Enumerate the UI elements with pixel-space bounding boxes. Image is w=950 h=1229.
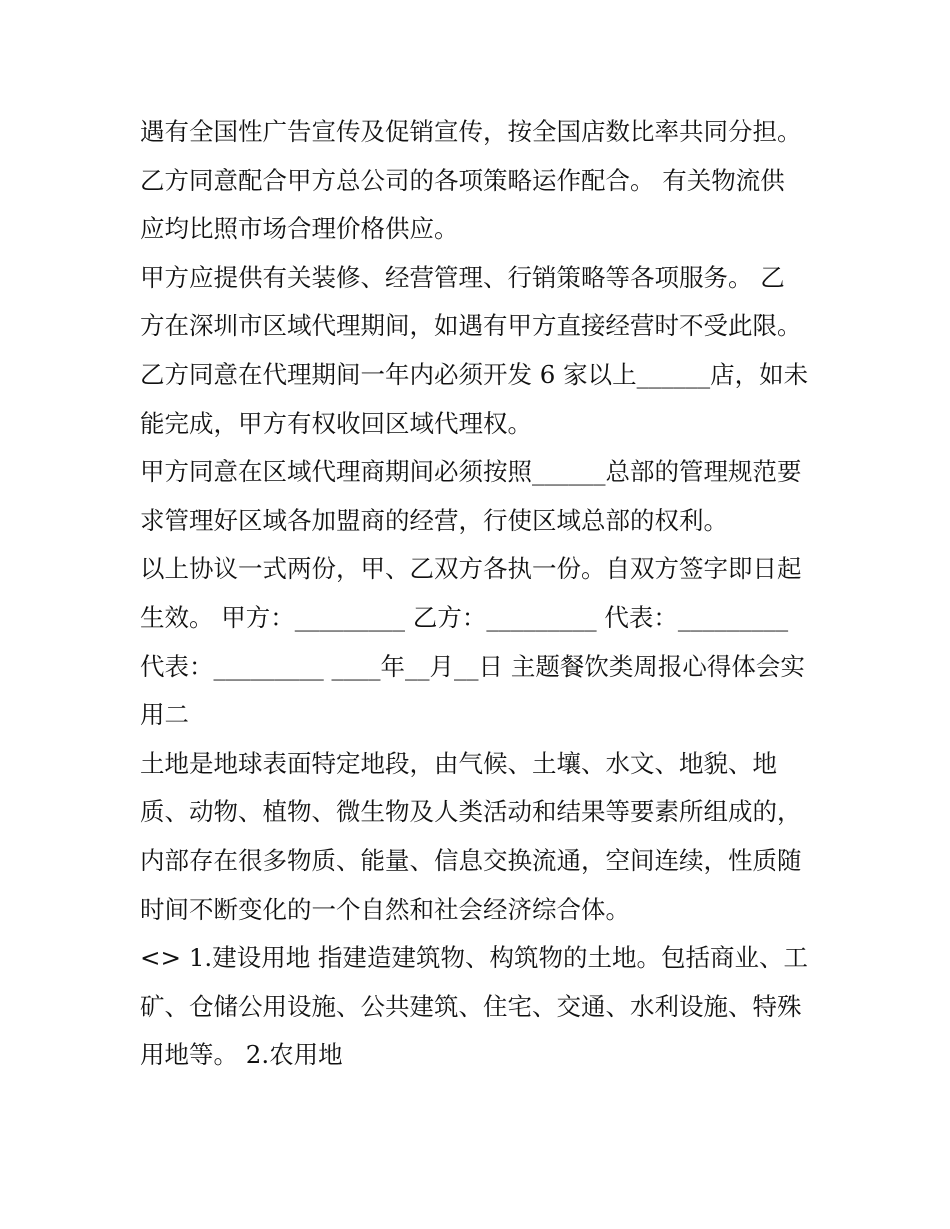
text-line: 乙方同意配合甲方总公司的各项策略运作配合。 有关物流供: [140, 165, 785, 195]
text-line: 甲方应提供有关装修、经营管理、行销策略等各项服务。 乙: [140, 262, 785, 292]
text-line: 矿、仓储公用设施、公共建筑、住宅、交通、水利设施、特殊: [140, 991, 802, 1021]
text-line: 时间不断变化的一个自然和社会经济综合体。: [140, 894, 630, 924]
text-line: 应均比照市场合理价格供应。: [140, 214, 459, 244]
text-line: 乙方同意在代理期间一年内必须开发 6 家以上______店，如未: [140, 359, 809, 389]
text-line: 用地等。 2.农用地: [140, 1040, 343, 1070]
text-line: 以上协议一式两份，甲、乙双方各执一份。自双方签字即日起: [140, 554, 802, 584]
text-line: 能完成，甲方有权收回区域代理权。: [140, 408, 532, 438]
text-line: 甲方同意在区域代理商期间必须按照______总部的管理规范要: [140, 457, 802, 487]
text-line: 生效。 甲方：_________ 乙方：_________ 代表：_________: [140, 602, 789, 632]
text-line: 方在深圳市区域代理期间，如遇有甲方直接经营时不受此限。: [140, 311, 802, 341]
text-line: 遇有全国性广告宣传及促销宣传，按全国店数比率共同分担。: [140, 117, 802, 146]
document-body: [140, 108, 820, 1080]
text-line: 土地是地球表面特定地段，由气候、土壤、水文、地貌、地: [140, 748, 777, 778]
text-line: <> 1.建设用地 指建造建筑物、构筑物的土地。包括商业、工: [140, 943, 809, 973]
text-line: 代表：_________ ____年__月__日 主题餐饮类周报心得体会实: [140, 651, 805, 681]
text-line: 用二: [140, 700, 189, 730]
text-line: 求管理好区域各加盟商的经营，行使区域总部的权利。: [140, 505, 728, 535]
text-line: 内部存在很多物质、能量、信息交换流通，空间连续，性质随: [140, 845, 802, 875]
text-line: 质、动物、植物、微生物及人类活动和结果等要素所组成的，: [140, 797, 802, 827]
